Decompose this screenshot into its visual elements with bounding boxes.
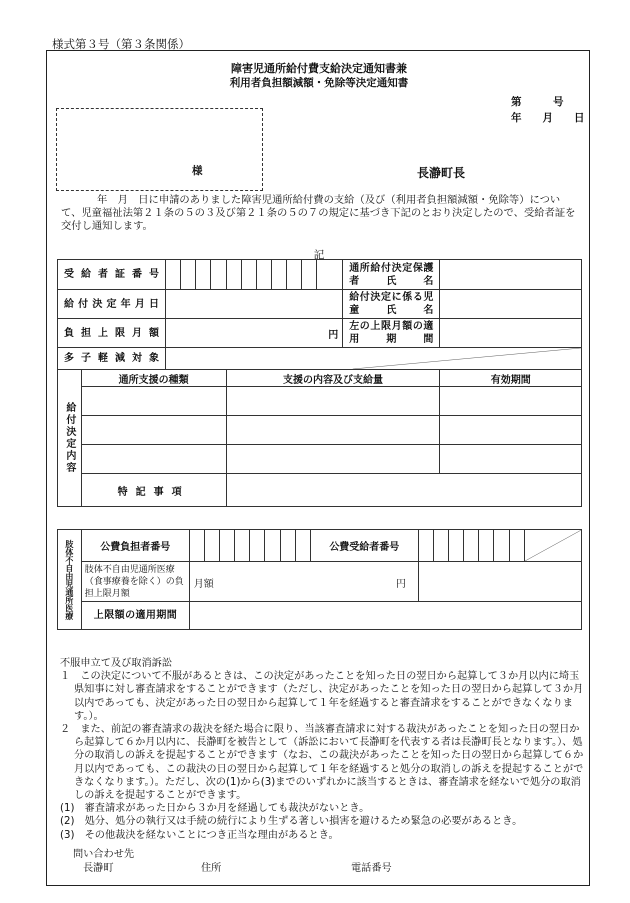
- contact-heading: 問い合わせ先: [73, 849, 135, 860]
- digit-cell: [418, 530, 433, 562]
- valid-period-cell: [440, 445, 582, 474]
- multi-child-label: 多子軽減対象: [58, 348, 166, 370]
- decision-content-label: 給付決定内容: [58, 370, 82, 507]
- table-row: [58, 530, 582, 562]
- remedy-item-2: ２ また、前記の審査請求の裁決を経た場合に限り、当該審査請求に対する裁決があったことを知った日の翌日から起算して６か月以内に、長瀞町を被告として（訴訟において長瀞町を代表する者は長瀞町長となります。）、処分の取消しの訴えを提起することができます（なお、この裁決があったことを知った日の翌日から起算して６か月以内であっても、この裁決の日の翌日から起算して１年を経過すると処分の取消しの訴えを提起することができなくなります。）。ただし、次の(1)から(3)までのいずれかに該当するときは、審査請求を経ないで処分の取消しの訴えを提起することができます。: [60, 724, 584, 802]
- child-name-label: 給付決定に係る児童氏名: [343, 290, 440, 319]
- digit-cell: [256, 260, 271, 290]
- recipient-number-blank: [524, 530, 581, 562]
- table-row: [58, 290, 582, 319]
- remedy-item-1: １ この決定について不服があるときは、この決定があったことを知った日の翌日から起算して３か月以内に埼玉県知事に対し審査請求をすることができます（ただし、決定があったことを知った日の翌日から起算して３か月以内であっても、決定があった日の翌日から起算して１年を経過すると審査請求をすることができなくなります。）。: [60, 671, 584, 722]
- service-type-cell: [81, 416, 226, 445]
- table-row: [58, 416, 582, 445]
- medical-table: [57, 529, 582, 630]
- table-row: [58, 319, 582, 348]
- medical-limit-period-value: [189, 602, 581, 630]
- monthly-label: 月額: [193, 579, 214, 590]
- table-row: [58, 474, 582, 507]
- digit-cell: [211, 260, 226, 290]
- medical-limit-period-label: 上限額の適用期間: [81, 602, 189, 630]
- service-type-header: 通所支援の種類: [81, 370, 226, 387]
- upper-limit-yen: 円: [166, 319, 343, 348]
- remedy-heading: 不服申立て及び取消訴訟: [60, 658, 173, 669]
- table-row: [58, 562, 582, 602]
- contact-address-label: 住所: [201, 863, 222, 874]
- remedy-section: [60, 657, 584, 842]
- yen-label: 円: [395, 579, 406, 590]
- digit-cell: [287, 260, 302, 290]
- form-number-label: 様式第３号（第３条関係）: [52, 37, 190, 51]
- content-amount-header: 支援の内容及び支給量: [226, 370, 440, 387]
- digit-cell: [220, 530, 235, 562]
- digit-cell: [295, 530, 310, 562]
- valid-period-header: 有効期間: [440, 370, 582, 387]
- table-row: [58, 370, 582, 387]
- document-subtitle: 利用者負担額減額・免除等決定通知書: [229, 77, 409, 89]
- digit-cell: [250, 530, 265, 562]
- table-row: [58, 260, 582, 290]
- spacer-cell: [317, 260, 343, 290]
- table-row: [58, 348, 582, 370]
- recipient-number-label: 公費受給者番号: [310, 530, 418, 562]
- content-amount-cell: [226, 387, 440, 416]
- digit-cell: [280, 530, 295, 562]
- digit-cell: [265, 530, 280, 562]
- medical-limit-value: [189, 562, 418, 602]
- digit-cell: [235, 530, 250, 562]
- digit-cell: [479, 530, 494, 562]
- digit-cell: [302, 260, 317, 290]
- guardian-name-label: 通所給付決定保護者氏名: [343, 260, 440, 290]
- digit-cell: [509, 530, 524, 562]
- child-name-value: [440, 290, 582, 319]
- multi-child-value: [166, 348, 582, 370]
- digit-cell: [189, 530, 204, 562]
- table-row: [58, 602, 582, 630]
- digit-cell: [449, 530, 464, 562]
- service-type-cell: [81, 387, 226, 416]
- document-number-label: 第 号: [511, 96, 564, 108]
- digit-cell: [204, 530, 219, 562]
- ki-heading: 記: [313, 249, 325, 261]
- digit-cell: [226, 260, 241, 290]
- special-notes-value: [226, 474, 581, 507]
- digit-cell: [181, 260, 196, 290]
- contact-phone-label: 電話番号: [351, 863, 392, 874]
- digit-cell: [271, 260, 286, 290]
- recipient-number-label: 受給者証番号: [58, 260, 166, 290]
- notice-form: [46, 50, 590, 886]
- content-amount-cell: [226, 445, 440, 474]
- medical-limit-blank: [418, 562, 581, 602]
- remedy-sub-2: (2) 処分、処分の執行又は手続の続行により生ずる著しい損害を避けるため緊急の必要があるとき。: [60, 816, 523, 828]
- payer-number-label: 公費負担者番号: [81, 530, 189, 562]
- intro-paragraph: 年 月 日に申請のありました障害児通所給付費の支給（及び（利用者負担額減額・免除等）について、児童福祉法第２１条の５の３及び第２１条の５の７の規定に基づき下記のとおり決定したので、受給者証を交付し通知します。: [61, 194, 576, 233]
- remedy-sub-1: (1) 審査請求があった日から３か月を経過しても裁決がないとき。: [60, 803, 370, 815]
- address-box: [56, 108, 263, 191]
- decision-date-label: 給付決定年月日: [58, 290, 166, 319]
- special-notes-label: 特記事項: [81, 474, 226, 507]
- valid-period-cell: [440, 387, 582, 416]
- contact-org: 長瀞町: [83, 863, 114, 874]
- remedy-sub-3: (3) その他裁決を経ないことにつき正当な理由があるとき。: [60, 829, 339, 841]
- service-type-cell: [81, 445, 226, 474]
- diagonal-line: [166, 348, 581, 369]
- issuer-name: 長瀞町長: [417, 166, 466, 180]
- digit-cell: [166, 260, 181, 290]
- digit-cell: [494, 530, 509, 562]
- valid-period-cell: [440, 416, 582, 445]
- addressee-suffix: 様: [192, 165, 203, 177]
- document-title: 障害児通所給付費支給決定通知書兼: [231, 62, 407, 75]
- upper-limit-label: 負担上限月額: [58, 319, 166, 348]
- content-amount-cell: [226, 416, 440, 445]
- decision-date-value: [166, 290, 343, 319]
- medical-side-label: 肢体不自由児通所医療: [58, 530, 82, 630]
- decision-table: [57, 259, 582, 507]
- document-date-label: 年 月 日: [511, 112, 585, 124]
- digit-cell: [433, 530, 448, 562]
- guardian-name-value: [440, 260, 582, 290]
- medical-limit-label: 肢体不自由児通所医療（食事療養を除く）の負担上限月額: [81, 562, 189, 602]
- digit-cell: [196, 260, 211, 290]
- table-row: [58, 387, 582, 416]
- limit-period-label: 左の上限月額の適用期間: [343, 319, 440, 348]
- table-row: [58, 445, 582, 474]
- limit-period-value: [440, 319, 582, 348]
- digit-cell: [241, 260, 256, 290]
- diagonal-line: [525, 530, 581, 561]
- digit-cell: [464, 530, 479, 562]
